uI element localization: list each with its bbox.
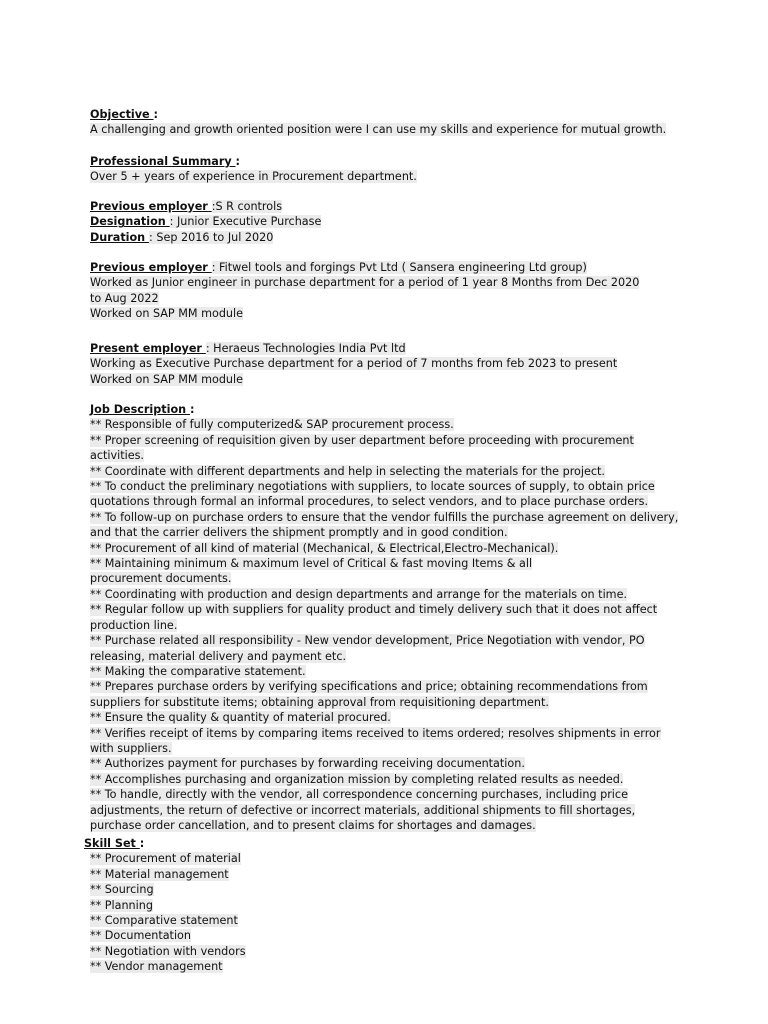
employer1-value: :S R controls [211, 200, 283, 213]
employer2-label: Previous employer [90, 261, 212, 274]
list-item: ** Responsible of fully computerized& SAP procurement process. [90, 418, 454, 432]
job-description-colon: : [190, 403, 195, 416]
employer1-label: Previous employer [90, 200, 212, 213]
skills-section [84, 836, 684, 975]
list-item: ** To conduct the preliminary negotiations with suppliers, to locate sources of supply, to obtain price quotations through formal an informal procedures, to select vendors, and to place purchase orders. [90, 480, 655, 509]
list-item: ** Comparative statement [90, 914, 238, 928]
list-item: ** Coordinating with production and design departments and arrange for the materials on time. [90, 587, 628, 601]
list-item: ** Planning [90, 898, 153, 912]
designation-value: : Junior Executive Purchase [169, 215, 322, 229]
skills-heading: Skill Set [84, 837, 140, 850]
list-item: ** To follow-up on purchase orders to ensure that the vendor fulfills the purchase agreement on delivery, and that the carrier delivers the shipment promptly and in good condition. [90, 510, 679, 540]
objective-colon: : [153, 108, 159, 121]
list-item: ** Regular follow up with suppliers for quality product and timely delivery such that it does not affect production line. [90, 603, 658, 632]
employer3-line2: Worked on SAP MM module [90, 372, 244, 386]
employer3-value: : Heraeus Technologies India Pvt ltd [205, 342, 406, 355]
summary-text: Over 5 + years of experience in Procurement department. [90, 170, 417, 184]
list-item: ** Proper screening of requisition given by user department before proceeding with procurement activities. [90, 433, 634, 463]
list-item: ** Procurement of all kind of material (Mechanical, & Electrical,Electro-Mechanical). [90, 541, 559, 555]
job-description-heading: Job Description [90, 403, 191, 416]
list-item: ** Documentation [90, 929, 191, 943]
employer3-label: Present employer [90, 342, 206, 355]
objective-section [90, 107, 690, 138]
employer2-section [90, 260, 690, 322]
duration-value: : Sep 2016 to Jul 2020 [149, 230, 274, 244]
list-item: ** Negotiation with vendors [90, 944, 246, 958]
list-item: ** Accomplishes purchasing and organization mission by completing related results as needed. [90, 772, 624, 786]
employer3-section [90, 341, 690, 387]
job-description-section [90, 402, 690, 833]
summary-colon: : [235, 155, 241, 168]
list-item: ** Prepares purchase orders by verifying specifications and price; obtaining recommendations from suppliers for substitute items; obtaining approval from requisitioning department. [90, 680, 648, 709]
list-item: ** Material management [90, 867, 229, 881]
duration-label: Duration [90, 230, 150, 244]
skills-list [90, 851, 684, 974]
job-description-list [90, 417, 690, 833]
list-item: ** Ensure the quality & quantity of material procured. [90, 711, 391, 725]
employer3-line1: Working as Executive Purchase department for a period of 7 months from feb 2023 to present [90, 357, 618, 371]
summary-section [90, 154, 690, 185]
list-item: ** Coordinate with different departments and help in selecting the materials for the project. [90, 464, 605, 478]
list-item: ** Vendor management [90, 960, 223, 974]
list-item: ** Maintaining minimum & maximum level of Critical & fast moving Items & all procurement documents. [90, 557, 533, 586]
list-item: ** Authorizes payment for purchases by forwarding receiving documentation. [90, 757, 525, 771]
designation-label: Designation [90, 215, 170, 229]
list-item: ** Verifies receipt of items by comparing items received to items ordered; resolves shipments in error with suppliers. [90, 726, 661, 755]
employer2-line3: Worked on SAP MM module [90, 307, 244, 321]
list-item: ** Sourcing [90, 883, 154, 897]
employer2-value: : Fitwel tools and forgings Pvt Ltd ( Sansera engineering Ltd group) [211, 261, 587, 274]
objective-heading: Objective [90, 108, 154, 121]
list-item: ** To handle, directly with the vendor, all correspondence concerning purchases, including price adjustments, the return of defective or incorrect materials, additional shipments to fill shortages, purchase order cancellation, and to present claims for shortages and damages. [90, 788, 636, 832]
employer2-line1: Worked as Junior engineer in purchase department for a period of 1 year 8 Months from Dec 2020 [90, 276, 640, 290]
list-item: ** Procurement of material [90, 852, 241, 866]
employer2-line2: to Aug 2022 [90, 291, 159, 305]
objective-text: A challenging and growth oriented position were I can use my skills and experience for mutual growth. [90, 123, 667, 137]
list-item: ** Making the comparative statement. [90, 664, 306, 678]
list-item: ** Purchase related all responsibility - New vendor development, Price Negotiation with vendor, PO releasing, material delivery and payment etc. [90, 634, 645, 663]
employer1-section [90, 199, 690, 245]
summary-heading: Professional Summary [90, 155, 236, 168]
skills-colon: : [139, 837, 145, 850]
